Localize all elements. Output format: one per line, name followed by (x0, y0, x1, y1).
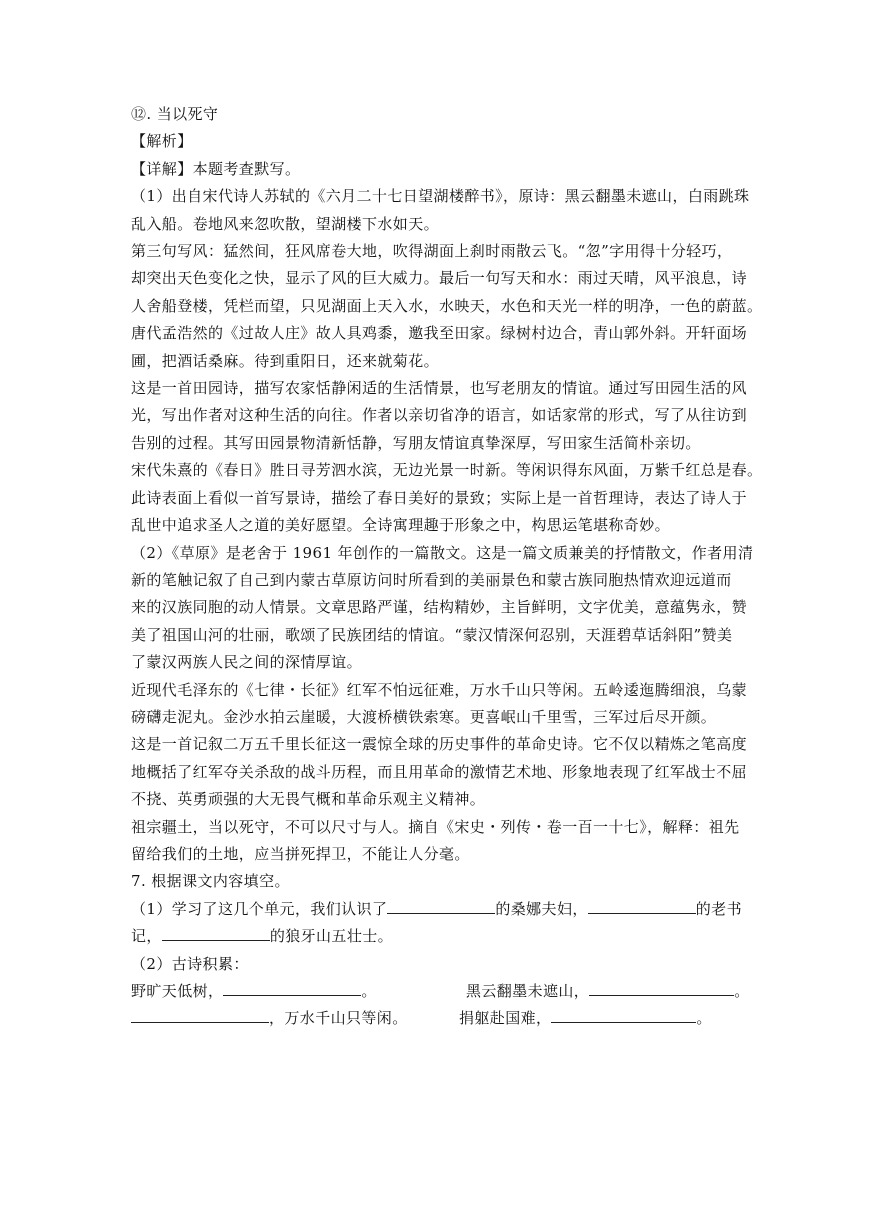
fill-blank[interactable] (131, 1005, 269, 1023)
text-line: 了蒙汉两族人民之间的深情厚谊。 (131, 653, 363, 672)
fill-blank[interactable] (387, 896, 495, 914)
text-line: 圃，把酒话桑麻。待到重阳日，还来就菊花。 (131, 351, 440, 370)
text-line: （1）出自宋代诗人苏轼的《六月二十七日望湖楼醉书》，原诗：黑云翻墨未遮山，白雨跳珠 (131, 187, 750, 206)
text-line: 人舍船登楼，凭栏而望，只见湖面上天入水，水映天，水色和天光一样的明净，一色的蔚蓝。 (131, 296, 763, 315)
poem-item (131, 1005, 408, 1032)
text-line: 此诗表面上看似一首写景诗，描绘了春日美好的景致；实际上是一首哲理诗，表达了诗人于 (131, 488, 748, 507)
poem-text: 。 (361, 982, 377, 1000)
text-line: 这是一首田园诗，描写农家恬静闲适的生活情景，也写老朋友的情谊。通过写田园生活的风 (131, 379, 748, 398)
text-line: 新的笔触记叙了自己到内蒙古草原访问时所看到的美丽景色和蒙古族同胞热情欢迎远道而 (131, 570, 732, 589)
detail-heading: 【详解】本题考查默写。 (131, 159, 301, 178)
fill-blank[interactable] (162, 923, 270, 941)
text-line: 磅礴走泥丸。金沙水拍云崖暖，大渡桥横铁索寒。更喜岷山千里雪，三军过后尽开颜。 (131, 707, 717, 726)
text-line: 留给我们的土地，应当拼死捍卫，不能让人分毫。 (131, 844, 470, 863)
text-line: 光，写出作者对这种生活的向往。作者以亲切省净的语言，如话家常的形式，写了从往访到 (131, 406, 748, 425)
text-line: 不挠、英勇顽强的大无畏气概和革命乐观主义精神。 (131, 790, 486, 809)
document-content (131, 101, 763, 1033)
fill-blank[interactable] (588, 896, 696, 914)
text-line: 乱世中追求圣人之道的美好愿望。全诗寓理趣于形象之中，构思运笔堪称奇妙。 (131, 516, 671, 535)
text-line: （2）《草原》是老舍于 1961 年创作的一篇散文。这是一篇文质兼美的抒情散文，作者用清 (131, 543, 754, 562)
poem-row-2 (131, 1005, 743, 1032)
fill-blank[interactable] (551, 1005, 696, 1023)
poem-item (459, 1005, 712, 1032)
q1-text: 的桑娜夫妇， (495, 899, 588, 918)
q1-text: 记， (131, 927, 162, 946)
question-7-title: 7. 根据课文内容填空。 (131, 872, 290, 891)
q1-text: （1）学习了这几个单元，我们认识了 (131, 899, 388, 918)
text-line: 地概括了红军夺关杀敌的战斗历程，而且用革命的激情艺术地、形象地表现了红军战士不屈 (131, 762, 748, 781)
fill-blank[interactable] (589, 978, 734, 996)
answer-12: ⑫. 当以死守 (131, 105, 219, 123)
text-line: 近现代毛泽东的《七律・长征》红军不怕远征难，万水千山只等闲。五岭逶迤腾细浪，乌蒙 (131, 680, 748, 699)
poem-row-1 (131, 978, 750, 1005)
text-line: 乱入船。卷地风来忽吹散，望湖楼下水如天。 (131, 214, 440, 233)
poem-text: ，万水千山只等闲。 (269, 1009, 408, 1028)
poem-text: 野旷天低树， (131, 982, 224, 1000)
poem-text: 。 (734, 982, 750, 1000)
poem-text: 。 (696, 1009, 712, 1028)
text-line: 来的汉族同胞的动人情景。文章思路严谨，结构精妙，主旨鲜明，文字优美，意蕴隽永，赞 (131, 598, 748, 617)
question-7-1-line2 (131, 923, 743, 950)
poem-item (466, 978, 750, 1005)
question-7-2-label: （2）古诗积累： (131, 954, 249, 973)
q1-text: 的狼牙山五壮士。 (269, 927, 394, 946)
text-line: 第三句写风：猛然间，狂风席卷大地，吹得湖面上刹时雨散云飞。“忽”字用得十分轻巧， (131, 242, 733, 261)
fill-blank[interactable] (223, 978, 361, 996)
text-line: 这是一首记叙二万五千里长征这一震惊全球的历史事件的革命史诗。它不仅以精炼之笔高度 (131, 735, 748, 754)
poem-text: 黑云翻墨未遮山， (466, 982, 590, 1000)
analysis-heading: 【解析】 (131, 132, 193, 151)
text-line: 却突出天色变化之快，显示了风的巨大威力。最后一句写天和水：雨过天晴，风平浪息，诗 (131, 269, 748, 288)
text-line: 祖宗疆土，当以死守，不可以尺寸与人。摘自《宋史・列传・卷一百一十七》，解释：祖先 (131, 817, 740, 836)
text-line: 告别的过程。其写田园景物清新恬静，写朋友情谊真挚深厚，写田家生活简朴亲切。 (131, 433, 701, 452)
question-7-1-line1 (131, 896, 743, 923)
q1-text: 的老书 (695, 899, 742, 918)
text-line: 宋代朱熹的《春日》胜日寻芳泗水滨，无边光景一时新。等闲识得东风面，万紫千红总是春。 (131, 461, 763, 480)
poem-item (131, 978, 377, 1005)
text-line: 美了祖国山河的壮丽，歌颂了民族团结的情谊。“蒙汉情深何忍别，天涯碧草话斜阳”赞美 (131, 625, 733, 644)
text-line: 唐代孟浩然的《过故人庄》故人具鸡黍，邀我至田家。绿树村边合，青山郭外斜。开轩面场 (131, 324, 748, 343)
poem-text: 捐躯赴国难， (459, 1009, 552, 1028)
